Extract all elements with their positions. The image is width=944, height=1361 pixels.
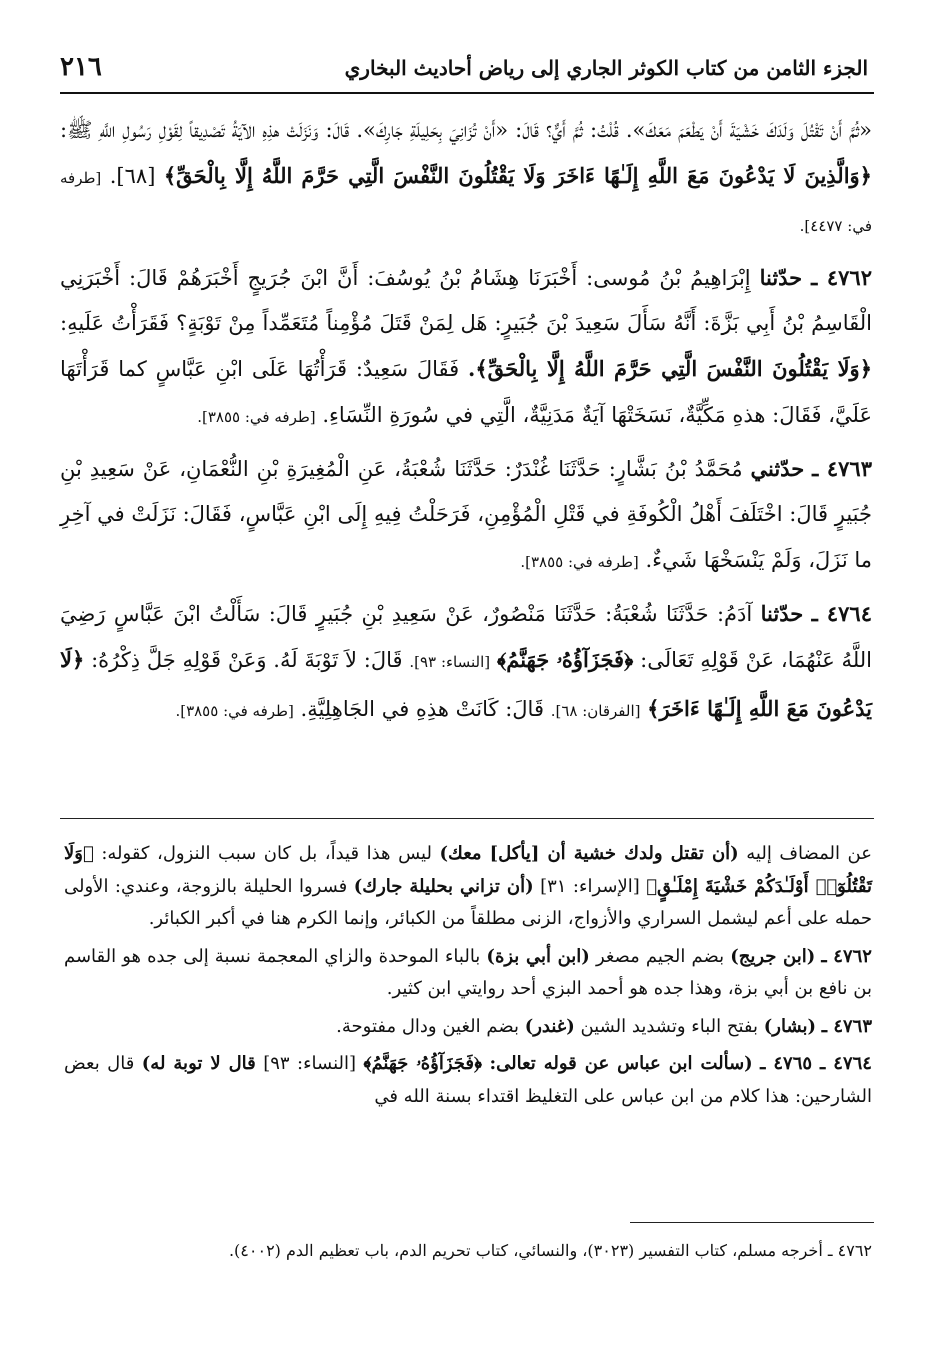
- quran-verse: ﴿وَلَا يَقْتُلُونَ النَّفْسَ الَّتِي حَرَّمَ اللَّهُ إِلَّا بِالْحَقِّ﴾.: [468, 356, 872, 382]
- hadith-text: [60, 108, 872, 734]
- commentary-text: بضم الغين ودال مفتوحة.: [336, 1015, 519, 1037]
- cross-reference: [طرفه في: ٤٤٧٧].: [60, 169, 872, 235]
- cross-reference: [طرفه في: ٣٨٥٥].: [520, 552, 639, 571]
- commentary-text: بفتح الباء وتشديد الشين: [580, 1015, 759, 1037]
- quran-verse: ﴿وَلَا تَقْتُلُوٓا۟ أَوْلَـٰدَكُمْ خَشْيَةَ إِمْلَـٰقٍ﴾: [64, 843, 872, 897]
- commentary-4762: [64, 941, 872, 1006]
- commentary-text: بالباء الموحدة والزاي المعجمة نسبة إلى جده هو القاسم بن نافع بن أبي بزة، وهذا جده هو أحمد البزي أحد روايتي ابن كثير.: [64, 945, 872, 999]
- page-number: ٢١٦: [60, 52, 102, 82]
- hadith-4764: [60, 591, 872, 734]
- cross-reference: [طرفه في: ٣٨٥٥].: [197, 407, 316, 426]
- commentary-term: (أن تقتل ولدك خشية أن [يأكل] معك): [439, 843, 739, 864]
- quran-verse: ﴿فَجَزَآؤُهُۥ جَهَنَّمُ﴾: [496, 647, 634, 673]
- commentary-divider: [60, 818, 874, 819]
- commentary-paragraph: [64, 838, 872, 936]
- verse-reference: [٦٨].: [109, 164, 156, 189]
- commentary-term: (أن تزاني بحليلة جارك): [353, 875, 534, 897]
- quran-verse: ﴿فَجَزَآؤُهُۥ جَهَنَّمُ﴾: [363, 1053, 483, 1074]
- hadith-text-segment: قَالَ: كَانَتْ هذِهِ في الجَاهِلِيَّةِ.: [300, 696, 544, 721]
- footnote-rule: [630, 1222, 874, 1223]
- quran-verse: ﴿لَا يَدْعُونَ مَعَ اللَّهِ إِلَـٰهًا ءَاخَرَ﴾: [60, 647, 872, 721]
- hadith-number: ٤٧٦٢ ـ: [811, 264, 872, 290]
- narration-lead: حدّثنا: [760, 600, 804, 626]
- commentary: [64, 838, 872, 1113]
- hadith-4762: [60, 255, 872, 440]
- commentary-number: ٤٧٦٣ ـ: [821, 1015, 872, 1037]
- hadith-text-segment: إِبْرَاهِيمُ بْنُ مُوسى: أَخْبَرَنَا هِشَامُ بْنُ يُوسُفَ: أَنَّ ابْنَ جُرَيجٍ أَخْبَرَهُمْ قَالَ: أَخْبَرَنِي الْقَاسِمُ بْنُ أَبِي بَزَّةَ: أَنَّهُ سَأَلَ سَعِيدَ بْنَ جُبَيرٍ: هَل لِمَنْ قَتَلَ مُؤْمِناً مُتَعَمِّداً مِنْ تَوْبَةٍ؟ فَقَرَأْتُ عَلَيهِ:: [60, 265, 872, 336]
- page-header: [60, 48, 874, 90]
- hadith-number: ٤٧٦٣ ـ: [812, 456, 872, 482]
- quran-verse: ﴿وَالَّذِينَ لَا يَدْعُونَ مَعَ اللَّهِ إِلَـٰهًا ءَاخَرَ وَلَا يَقْتُلُونَ النَّفْسَ الَّتِي حَرَّمَ اللَّهُ إِلَّا بِالْحَقِّ﴾: [163, 163, 872, 189]
- commentary-term: (غندر): [524, 1015, 575, 1037]
- commentary-term: (سألت ابن عباس عن قوله تعالى:: [489, 1053, 753, 1074]
- hadith-continuation: [60, 108, 872, 249]
- commentary-term: (ابن أبي بزة): [486, 945, 590, 967]
- footnote: ٤٧٦٢ ـ أخرجه مسلم، كتاب التفسير (٣٠٢٣)، والنسائي، كتاب تحريم الدم، باب تعظيم الدم (٤٠٠٢).: [228, 1241, 872, 1260]
- commentary-4764: [64, 1048, 872, 1113]
- hadith-text-segment: مُحَمَّدُ بْنُ بَشَّارٍ: حَدَّثَنَا غُنْدَرٌ: حَدَّثَنَا شُعْبَةُ، عَنِ الْمُغِيرَةِ بْنِ النُّعْمَانِ، عَنْ سَعِيدِ بْنِ جُبَيرٍ قَالَ: اخْتَلَفَ أَهْلُ الْكُوفَةِ في قَتْلِ الْمُؤْمِنِ، فَرَحَلْتُ فِيهِ إِلَى ابْنِ عَبَّاسٍ، فَقَالَ: نَزَلَتْ في آخِرِ ما نَزَلَ، وَلَمْ يَنْسَخْهَا شَيءٌ.: [60, 457, 872, 572]
- header-rule: [60, 92, 874, 94]
- narration-lead: حدّثني: [750, 456, 805, 482]
- verse-reference: [الفرقان: ٦٨].: [550, 701, 641, 720]
- commentary-text: بضم الجيم مصغر: [595, 945, 725, 967]
- hadith-text-segment: آدَمُ: حَدَّثَنَا شُعْبَةُ: حَدَّثَنَا مَنْصُورٌ، عَنْ سَعِيدِ بْنِ جُبَيرٍ قَالَ: سَأَلْتُ ابْنَ عَبَّاسٍ رَضِيَ اللَّهُ عَنْهُمَا، عَنْ قَوْلِهِ تَعَالَى:: [60, 601, 873, 673]
- verse-reference: [الإسراء: ٣١]: [540, 875, 640, 897]
- narration-lead: حدّثنا: [759, 264, 803, 290]
- verse-reference: [النساء: ٩٣]: [263, 1053, 357, 1074]
- commentary-text: عن المضاف إليه: [746, 843, 872, 864]
- commentary-text: فسروا الحليلة بالزوجة، وعندي: الأولى حمله على أعم ليشمل السراري والأزواج، الزنى مطلقاً من الكبائر، وإنما الكرم هنا في أكبر الكبائر.: [64, 875, 872, 929]
- hadith-text-segment: «ثُمَّ أَنْ تَقْتُلَ وَلَدَكَ خَشْيَةَ أَنْ يَطْعَمَ مَعَكَ». قُلْتُ: ثُمَّ أَيٌّ؟ قَالَ: «أَنْ تُزَانِيَ بِحَلِيلَةِ جَارِكَ». قَالَ: وَنَزَلَتْ هذِهِ الآيَةُ تَصْدِيقاً لِقَوْلِ رَسُولِ اللَّهِ ﷺ:: [60, 118, 872, 142]
- commentary-4763: [64, 1011, 872, 1044]
- commentary-number: ٤٧٦٢ ـ: [821, 945, 872, 967]
- commentary-text: ليس هذا قيداً، بل كان سبب النزول، كقوله:: [101, 843, 432, 864]
- hadith-text-segment: قَالَ: لاَ تَوْبَةَ لَهُ. وَعَنْ قَوْلِهِ جَلَّ ذِكْرُهُ:: [91, 648, 403, 673]
- running-title: الجزء الثامن من كتاب الكوثر الجاري إلى رياض أحاديث البخاري: [344, 56, 868, 80]
- commentary-number: ٤٧٦٤ ـ ٤٧٦٥ ـ: [760, 1053, 872, 1074]
- verse-reference: [النساء: ٩٣].: [409, 653, 491, 672]
- hadith-4763: [60, 446, 872, 585]
- hadith-number: ٤٧٦٤ ـ: [811, 600, 872, 626]
- commentary-term: (ابن جريج): [730, 945, 816, 967]
- commentary-term: (بشار): [763, 1015, 817, 1037]
- commentary-term: قال لا توبة له): [141, 1053, 256, 1074]
- hadith-text-segment: فَقَالَ سَعِيدٌ: قَرَأْتُهَا عَلَى ابْنِ عَبَّاسٍ كما قَرَأْتَهَا عَلَيَّ، فَقَالَ: هذهِ مَكِّيَّةٌ، نَسَخَتْهَا آيَةٌ مَدَنِيَّةٌ، الَّتِي في سُورَةِ النِّسَاءِ.: [60, 357, 872, 427]
- commentary-text: قال بعض الشارحين: هذا كلام من ابن عباس على التغليظ اقتداء بسنة الله في: [64, 1053, 872, 1107]
- cross-reference: [طرفه في: ٣٨٥٥].: [175, 701, 294, 720]
